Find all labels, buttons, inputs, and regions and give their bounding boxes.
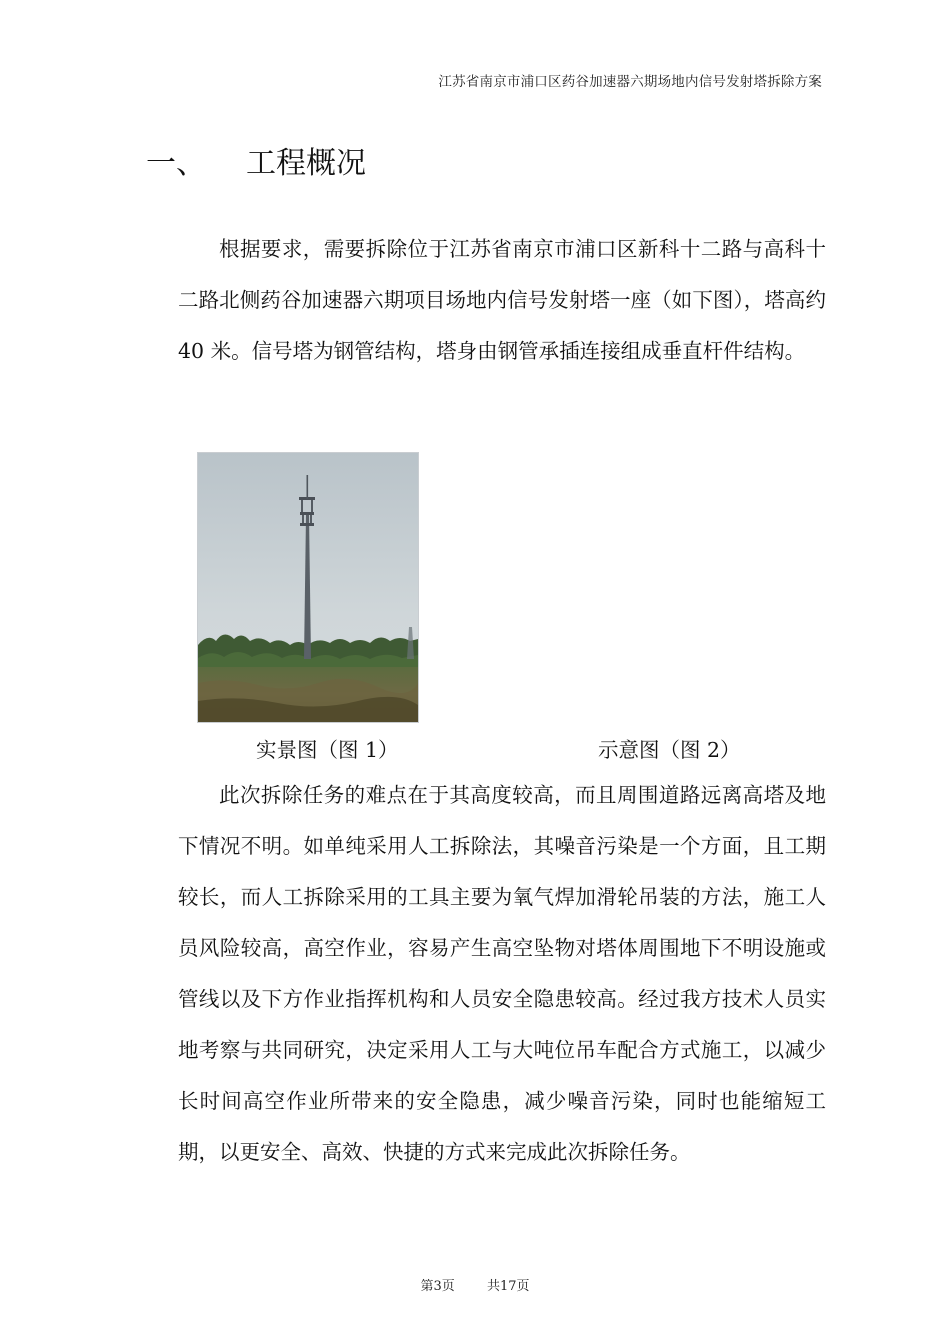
section-heading: [146, 138, 366, 182]
page-total: 共17页: [486, 1279, 530, 1294]
section-title: 工程概况: [246, 146, 366, 181]
paragraph-difficulty: 此次拆除任务的难点在于其高度较高，而且周围道路远离高塔及地下情况不明。如单纯采用人工拆除法，其噪音污染是一个方面，且工期较长，而人工拆除采用的工具主要为氧气焊加滑轮吊装的方法，施工人员风险较高，高空作业，容易产生高空坠物对塔体周围地下不明设施或管线以及下方作业指挥机构和人员安全隐患较高。经过我方技术人员实地考察与共同研究，决定采用人工与大吨位吊车配合方式施工，以减少长时间高空作业所带来的安全隐患，减少噪音污染，同时也能缩短工期，以更安全、高效、快捷的方式来完成此次拆除任务。: [178, 783, 826, 1164]
figure1-caption: 实景图（图 1）: [256, 738, 399, 762]
running-header: 江苏省南京市浦口区药谷加速器六期场地内信号发射塔拆除方案: [438, 74, 822, 90]
page-number: 第3页: [420, 1279, 455, 1294]
tower-photo: [197, 452, 419, 723]
figure2-caption: 示意图（图 2）: [598, 738, 741, 762]
section-number: 一、: [146, 146, 206, 181]
page-footer: [0, 1275, 950, 1294]
paragraph-intro: 根据要求，需要拆除位于江苏省南京市浦口区新科十二路与高科十二路北侧药谷加速器六期项目场地内信号发射塔一座（如下图），塔高约 40 米。信号塔为钢管结构，塔身由钢管承插连接组成垂直杆件结构。: [178, 237, 826, 363]
